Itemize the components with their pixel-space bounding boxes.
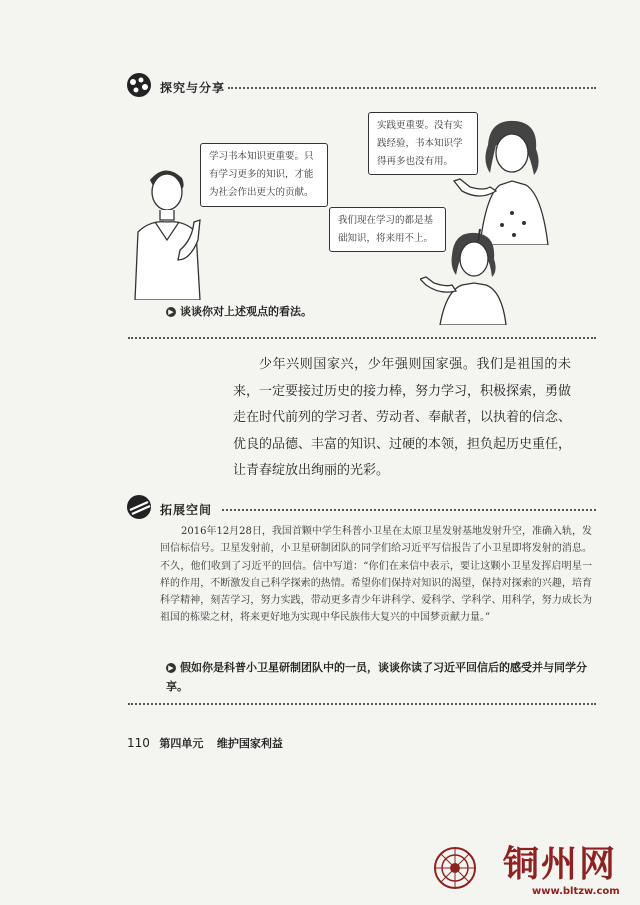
speech-bubble-girl: 我们现在学习的都是基础知识，将来用不上。: [329, 207, 446, 252]
extension-body-text: 2016年12月28日，我国首颗中学生科普小卫星在太原卫星发射基地发射升空，准确入轨，发回信标信号。卫星发射前，小卫星研制团队的同学们给习近平写信报告了小卫星即将发射的消息。不久，他们收到了习近平的回信。信中写道：“你们在来信中表示，要让这颗小卫星发挥启明星一样的作用，不断激发自己科学探索的热情。希望你们保持对知识的渴望，保持对探索的兴趣，培育科学精神，刻苦学习，努力实践，带动更多青少年讲科学、爱科学、学科学、用科学，努力成长为祖国的栋梁之材，将来更好地为实现中华民族伟大复兴的中国梦贡献力量。”: [160, 526, 592, 624]
section-divider: [222, 509, 596, 511]
arrow-bullet-icon: ▶: [166, 307, 176, 317]
speech-bubble-woman: 实践更重要。没有实践经验，书本知识学得再多也没有用。: [368, 112, 478, 175]
section-title-extension: 拓展空间: [160, 503, 213, 517]
prompt-text: 假如你是科普小卫星研制团队中的一员，谈谈你读了习近平回信后的感受并与同学分享。: [166, 661, 587, 693]
watermark-logo: [433, 846, 477, 890]
main-paragraph: 少年兴则国家兴，少年强则国家强。我们是祖国的未来，一定要接过历史的接力棒，努力学习，积极探索，勇做走在时代前列的学习者、劳动者、奉献者，以执着的信念、优良的品德、丰富的知识、过硬的本领，担负起历史重任，让青春绽放出绚丽的光彩。: [233, 357, 572, 478]
section-divider: [128, 703, 596, 705]
extension-section-icon: [124, 494, 154, 520]
unit-label: 第四单元: [159, 737, 204, 750]
section-divider: [228, 87, 596, 89]
unit-title: 维护国家利益: [216, 737, 283, 750]
watermark-url: www.bltzw.com: [532, 886, 620, 897]
explore-section-icon: [124, 72, 154, 98]
boy-illustration: [120, 160, 210, 300]
page-number: 110: [127, 736, 150, 750]
prompt-text: 谈谈你对上述观点的看法。: [180, 305, 312, 318]
section-title-explore: 探究与分享: [160, 81, 226, 95]
section-divider: [128, 337, 596, 339]
discussion-prompt: [166, 302, 312, 321]
page-footer: [127, 735, 283, 751]
speech-bubble-boy: 学习书本知识更重要。只有学习更多的知识，才能为社会作出更大的贡献。: [200, 143, 328, 207]
arrow-bullet-icon: ▶: [166, 663, 176, 673]
watermark-name: 铜州网: [503, 844, 618, 885]
reflection-prompt: [166, 658, 596, 696]
